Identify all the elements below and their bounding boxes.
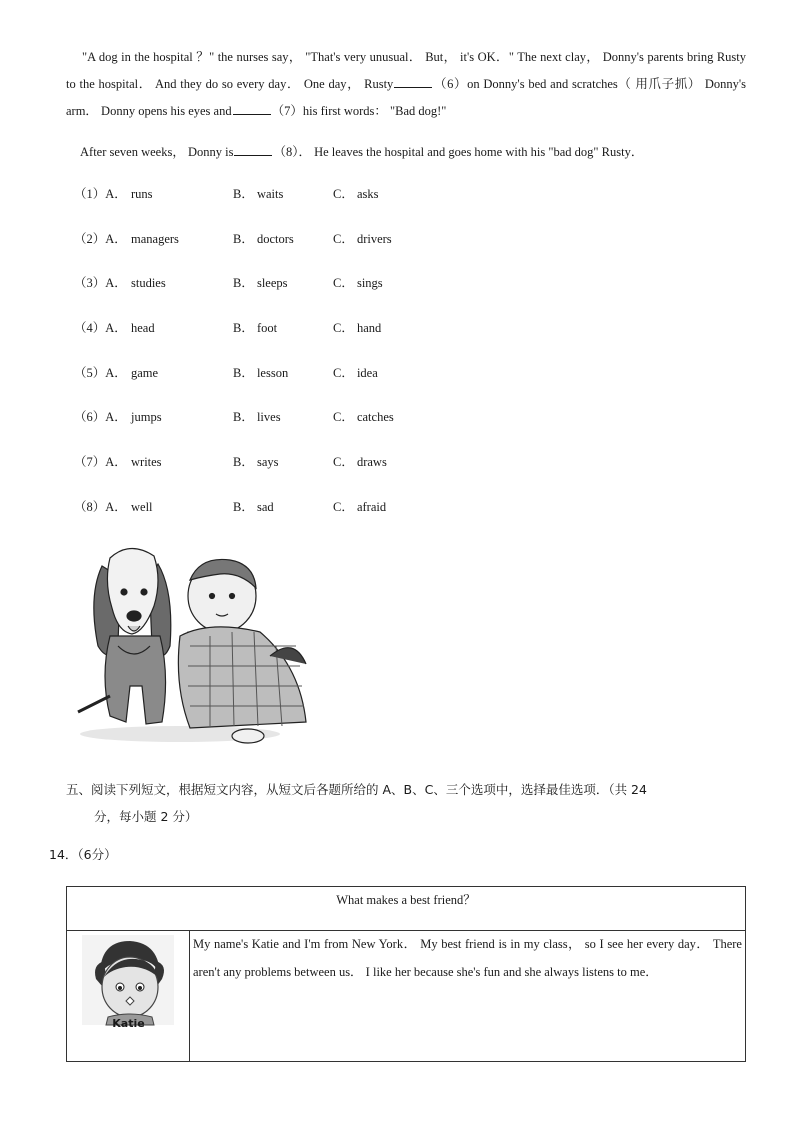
option-b: B． lives — [233, 410, 281, 425]
option-row — [74, 316, 494, 361]
option-b: B． sad — [233, 499, 274, 514]
option-c: C． draws — [333, 455, 387, 470]
option-number: （2）A． — [74, 231, 127, 246]
profile-cell — [67, 931, 190, 1061]
option-b: B． waits — [233, 187, 284, 201]
option-a: game — [131, 365, 159, 380]
option-row — [74, 227, 494, 272]
option-row — [74, 182, 494, 227]
option-b: B． says — [233, 455, 279, 470]
option-a: jumps — [131, 410, 162, 425]
option-number: （5）A． — [74, 365, 127, 380]
option-number: （8）A． — [74, 499, 127, 514]
section-heading — [66, 776, 746, 830]
profile-name: Katie — [112, 1017, 145, 1030]
section-heading-line: 分，每小题 2 分） — [94, 809, 198, 824]
option-row — [74, 495, 494, 540]
option-b: B． lesson — [233, 365, 289, 380]
boy-figure — [178, 559, 306, 743]
option-number: （1）A． — [74, 187, 127, 201]
passage-text: "A dog in the hospital ？" the nurses say， "That's very unusual． But， it's OK．" The next clay， Donny's parents bring Rusty to the hospital． And they do so every day． One day， Rusty — [66, 50, 746, 91]
option-number: （3）A． — [74, 276, 127, 291]
section-heading-line: 五、阅读下列短文，根据短文内容，从短文后各题所给的 A、B、C、三个选项中，选择最佳选项．（共 24 — [66, 782, 647, 797]
profile-text: My name's Katie and I'm from New York． My best friend is in my class， so I see her every day． There aren't any problems between us． I like her because she's fun and she always listens to me． — [193, 937, 742, 979]
option-c: C． catches — [333, 410, 394, 425]
option-c: C． hand — [333, 321, 382, 336]
passage-paragraph-1 — [66, 44, 746, 125]
passage-text: （6）on Donny's bed and scratches（ 用爪子抓） Donny's arm． Donny opens his eyes and — [66, 77, 746, 118]
option-b: B． foot — [233, 321, 278, 336]
option-a: writes — [131, 455, 162, 470]
answer-blank-7 — [233, 103, 271, 115]
option-b: B． sleeps — [233, 276, 288, 291]
option-a: runs — [131, 187, 153, 201]
option-c: C． afraid — [333, 499, 387, 514]
passage-paragraph-2 — [66, 139, 746, 166]
table-header: What makes a best friend？ — [67, 887, 745, 931]
option-number: （4）A． — [74, 321, 127, 336]
option-c: C． drivers — [333, 231, 392, 246]
option-b: B． doctors — [233, 231, 294, 246]
passage-text: （7）his first words： "Bad dog!" — [271, 104, 447, 118]
option-a: managers — [131, 231, 179, 246]
option-a: well — [131, 499, 153, 514]
passage-text: After seven weeks， Donny is — [80, 145, 234, 159]
answer-blank-8 — [234, 144, 272, 156]
best-friend-table — [66, 886, 746, 1062]
option-row — [74, 450, 494, 495]
dog-and-boy-illustration — [70, 536, 318, 750]
answer-blank-6 — [394, 76, 432, 88]
option-number: （6）A． — [74, 410, 127, 425]
option-a: studies — [131, 276, 166, 291]
option-c: C． asks — [333, 187, 379, 201]
option-number: （7）A． — [74, 455, 127, 470]
option-row — [74, 361, 494, 406]
answer-options — [74, 182, 494, 540]
option-row — [74, 405, 494, 450]
option-c: C． sings — [333, 276, 383, 291]
passage-text: （8）． He leaves the hospital and goes home with his "bad dog" Rusty． — [273, 145, 644, 159]
option-row — [74, 271, 494, 316]
option-c: C． idea — [333, 365, 378, 380]
option-a: head — [131, 321, 155, 336]
question-number: 14．（6分） — [49, 847, 117, 862]
